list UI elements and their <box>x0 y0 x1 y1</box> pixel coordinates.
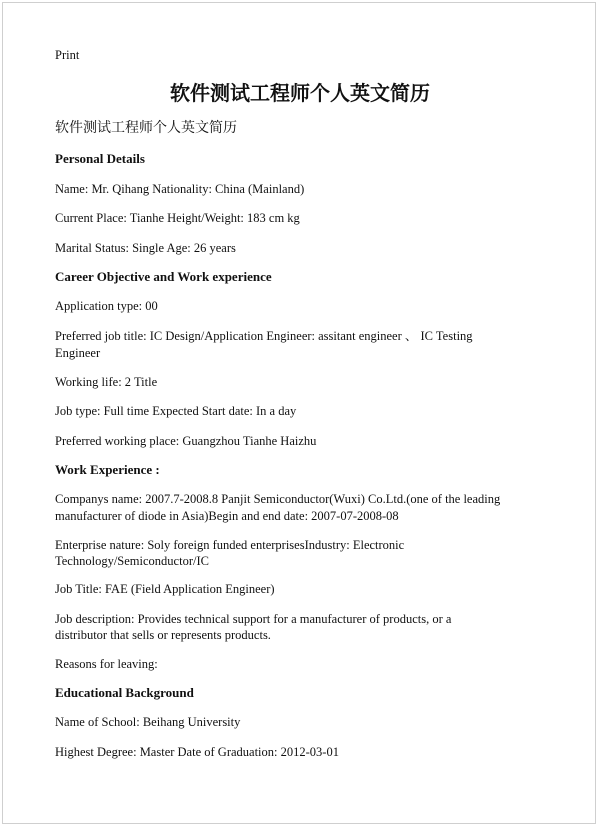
work-line-job-description-cont: distributor that sells or represents products. <box>55 628 271 642</box>
education-line-degree: Highest Degree: Master Date of Graduation: 2012-03-01 <box>55 745 339 759</box>
career-line-application-type: Application type: 00 <box>55 299 158 313</box>
work-line-job-description: Job description: Provides technical support for a manufacturer of products, or a <box>55 612 452 626</box>
document-title: 软件测试工程师个人英文简历 <box>170 81 430 105</box>
work-line-company: Companys name: 2007.7-2008.8 Panjit Semiconductor(Wuxi) Co.Ltd.(one of the leading <box>55 492 501 506</box>
career-line-preferred-place: Preferred working place: Guangzhou Tianhe Haizhu <box>55 434 317 448</box>
career-line-working-life: Working life: 2 Title <box>55 375 158 389</box>
heading-educational-background: Educational Background <box>55 685 194 700</box>
work-line-job-title: Job Title: FAE (Field Application Engineer) <box>55 582 275 596</box>
heading-career-objective: Career Objective and Work experience <box>55 269 272 284</box>
work-line-reasons-leaving: Reasons for leaving: <box>55 657 158 671</box>
education-line-school: Name of School: Beihang University <box>55 715 241 729</box>
heading-work-experience: Work Experience : <box>55 462 160 477</box>
career-line-preferred-job: Preferred job title: IC Design/Application Engineer: assitant engineer 、 IC Testing <box>55 329 473 343</box>
work-line-enterprise-nature-cont: Technology/Semiconductor/IC <box>55 554 209 568</box>
work-line-company-cont: manufacturer of diode in Asia)Begin and end date: 2007-07-2008-08 <box>55 509 399 523</box>
personal-line-marital: Marital Status: Single Age: 26 years <box>55 241 236 255</box>
heading-personal-details: Personal Details <box>55 151 145 166</box>
career-line-preferred-job-cont: Engineer <box>55 346 101 360</box>
print-link[interactable]: Print <box>55 48 80 62</box>
personal-line-name: Name: Mr. Qihang Nationality: China (Mainland) <box>55 182 305 196</box>
document-subtitle: 软件测试工程师个人英文简历 <box>55 120 237 136</box>
personal-line-place: Current Place: Tianhe Height/Weight: 183 cm kg <box>55 211 300 225</box>
work-line-enterprise-nature: Enterprise nature: Soly foreign funded enterprisesIndustry: Electronic <box>55 538 405 552</box>
career-line-job-type: Job type: Full time Expected Start date: In a day <box>55 404 297 418</box>
